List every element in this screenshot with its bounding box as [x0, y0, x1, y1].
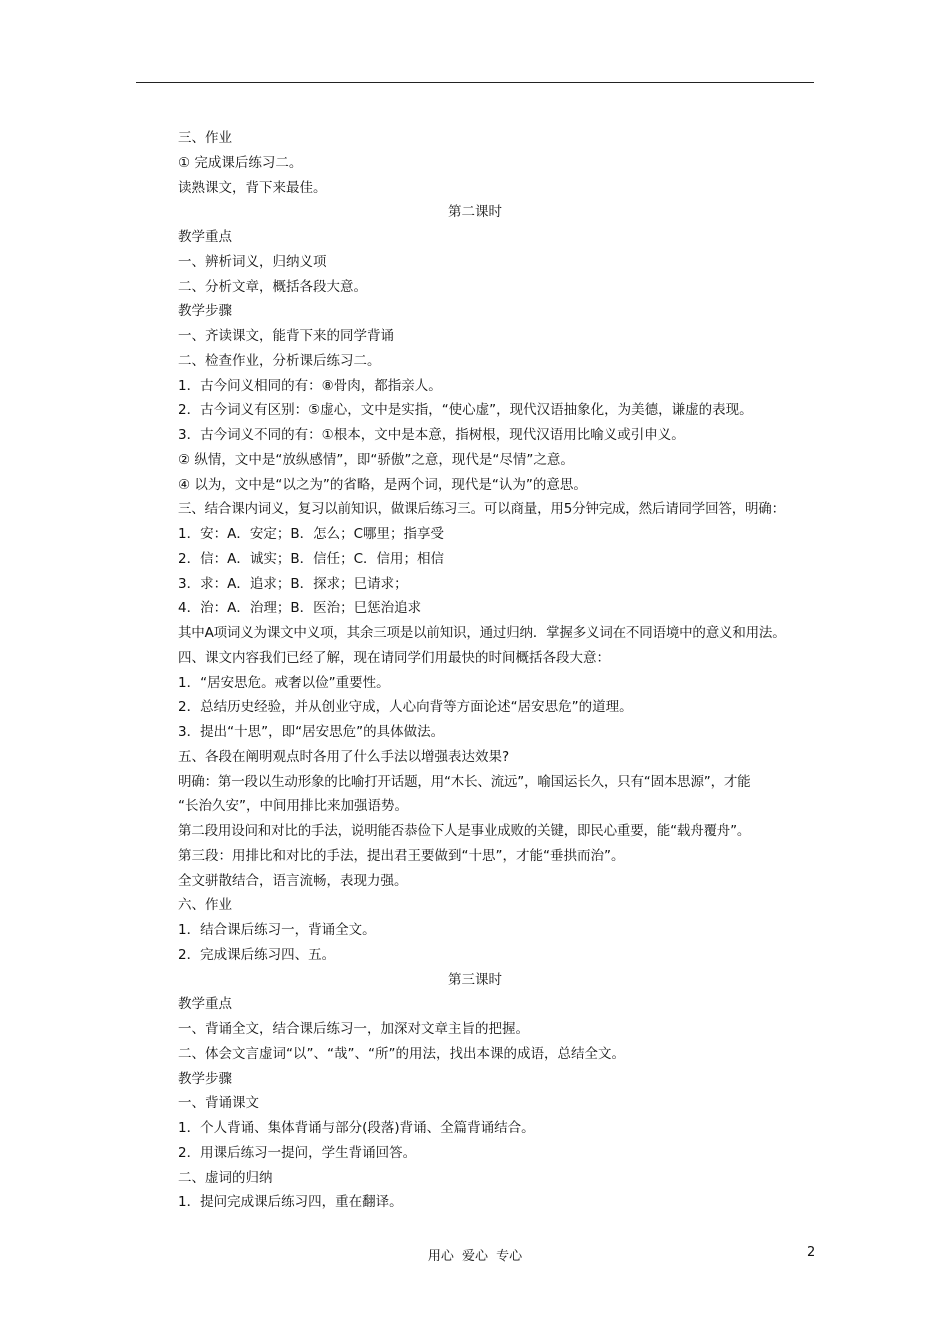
text-line: 1．个人背诵、集体背诵与部分(段落)背诵、全篇背诵结合。 — [178, 1120, 535, 1136]
document-body — [0, 126, 950, 1215]
text-line: 二、虚词的归纳 — [178, 1169, 273, 1186]
section-heading: 第三课时 — [448, 971, 502, 988]
text-line: 二、分析文章，概括各段大意。 — [178, 278, 367, 295]
text-line: 教学重点 — [178, 996, 232, 1013]
text-line: 其中A项词义为课文中义项，其余三项是以前知识，通过归纳．掌握多义词在不同语境中的意义和用法。 — [178, 625, 786, 641]
text-line: 3．古今词义不同的有：①根本，文中是本意，指树根，现代汉语用比喻义或引申义。 — [178, 427, 685, 443]
section-heading: 第二课时 — [448, 204, 502, 221]
text-line: 二、检查作业，分析课后练习二。 — [178, 352, 381, 369]
text-line: 教学重点 — [178, 229, 232, 245]
text-line: ② 纵情，文中是“放纵感情”，即“骄傲”之意，现代是“尽情”之意。 — [178, 451, 574, 468]
page-number: 2 — [807, 1245, 816, 1260]
text-line: 第三段：用排比和对比的手法，提出君王要做到“十思”，才能“垂拱而治”。 — [178, 847, 625, 864]
text-line: 2．信：A．诚实；B．信任；C．信用；相信 — [178, 550, 445, 567]
text-line: 第二段用设问和对比的手法，说明能否恭俭下人是事业成败的关键，即民心重要，能“载舟覆舟”。 — [178, 823, 751, 839]
text-line: 全文骈散结合，语言流畅，表现力强。 — [178, 872, 408, 889]
text-line: ① 完成课后练习二。 — [178, 154, 303, 171]
text-line: 2．用课后练习一提问，学生背诵回答。 — [178, 1144, 417, 1161]
text-line: 三、作业 — [178, 130, 232, 146]
text-line: 2．完成课后练习四、五。 — [178, 946, 336, 963]
text-line: 五、各段在阐明观点时各用了什么手法以增强表达效果? — [178, 748, 510, 765]
text-line: 一、辨析词义，归纳义项 — [178, 253, 327, 270]
text-line: 明确：第一段以生动形象的比喻打开话题，用“木长、流远”，喻国运长久，只有“固本思源”，才能 — [178, 773, 751, 790]
text-line: 读熟课文，背下来最佳。 — [178, 179, 327, 196]
text-line: 1．古今问义相同的有：⑧骨肉，都指亲人。 — [178, 377, 442, 394]
text-line: 三、结合课内词义，复习以前知识，做课后练习三。可以商量，用5分钟完成，然后请同学回答，明确： — [178, 501, 785, 518]
text-line: 二、体会文言虚词“以”、“哉”、“所”的用法，找出本课的成语，总结全文。 — [178, 1045, 625, 1062]
text-line: 3．求：A．追求；B．探求；巳请求； — [178, 575, 408, 592]
text-line: 2．总结历史经验，并从创业守成，人心向背等方面论述“居安思危”的道理。 — [178, 699, 633, 716]
text-line: 3．提出“十思”，即“居安思危”的具体做法。 — [178, 724, 445, 740]
text-line: 1．结合课后练习一，背诵全文。 — [178, 922, 376, 938]
text-line: “长治久安”，中间用排比来加强语势。 — [178, 798, 408, 815]
text-line: ④ 以为，文中是“以之为”的省略，是两个词，现代是“认为”的意思。 — [178, 476, 587, 493]
text-line: 2．古今词义有区别：⑤虚心，文中是实指，“使心虚”，现代汉语抽象化，为美德，谦虚的表现。 — [178, 402, 753, 419]
text-line: 一、背诵全文，结合课后练习一，加深对文章主旨的把握。 — [178, 1021, 529, 1037]
header-rule — [136, 82, 814, 83]
text-line: 1．安：A．安定；B．怎么；C哪里；指享受 — [178, 526, 445, 542]
text-line: 教学步骤 — [178, 303, 232, 320]
footer-motto: 用心 爱心 专心 — [427, 1249, 523, 1264]
text-line: 一、背诵课文 — [178, 1095, 259, 1112]
text-line: 一、齐读课文，能背下来的同学背诵 — [178, 328, 394, 344]
text-line: 六、作业 — [178, 897, 232, 914]
text-line: 1．“居安思危。戒奢以俭”重要性。 — [178, 674, 390, 691]
text-line: 1．提问完成课后练习四，重在翻译。 — [178, 1194, 403, 1211]
text-line: 四、课文内容我们已经了解，现在请同学们用最快的时间概括各段大意： — [178, 649, 610, 666]
text-line: 教学步骤 — [178, 1070, 232, 1087]
text-line: 4．治：A．治理；B．医治；巳惩治追求 — [178, 600, 422, 617]
